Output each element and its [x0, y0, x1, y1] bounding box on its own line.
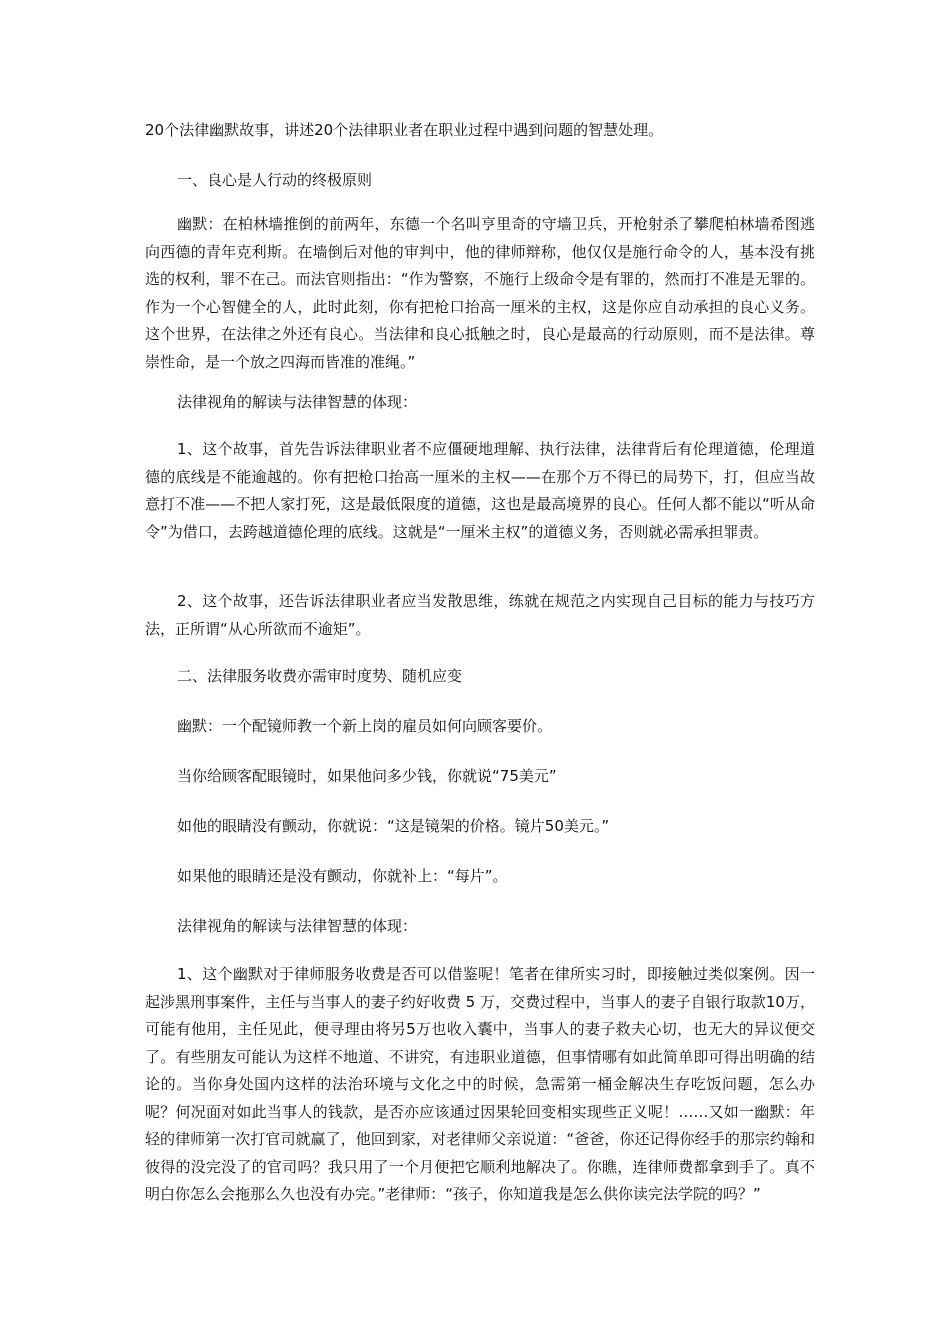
section-2-title: 二、法律服务收费亦需审时度势、随机应变 — [177, 667, 463, 685]
section-2-humor-line: 幽默：一个配镜师教一个新上岗的雇员如何向顾客要价。 — [177, 717, 553, 735]
section-1-title: 一、良心是人行动的终极原则 — [177, 171, 373, 189]
section-2-line-1: 当你给顾客配眼镜时，如果他问多少钱，你就说“75美元” — [177, 767, 557, 785]
section-2-point-1: 1、这个幽默对于律师服务收费是否可以借鉴呢！笔者在律所实习时，即接触过类似案例。因一起涉黑刑事案件，主任与当事人的妻子约好收费 5 万，交费过程中，当事人的妻子自银行取款10万，可能有他用，主任见此，便寻理由将另5万也收入囊中，当事人的妻子救夫心切，也无大的异议便交了。有些朋友可能认为这样不地道、不讲究，有违职业道德，但事情哪有如此简单即可得出明确的结论的。当你身处国内这样的法治环境与文化之中的时候，急需第一桶金解决生存吃饭问题，怎么办呢？何况面对如此当事人的钱款，是否亦应该通过因果轮回变相实现些正义呢！……又如一幽默：年轻的律师第一次打官司就赢了，他回到家，对老律师父亲说道：“爸爸，你还记得你经手的那宗约翰和彼得的没完没了的官司吗？我只用了一个月便把它顺利地解决了。你瞧，连律师费都拿到手了。真不明白你怎么会拖那么久也没有办完。”老律师：“孩子，你知道我是怎么供你读完法学院的吗？” — [145, 965, 815, 1203]
section-2-line-3: 如果他的眼睛还是没有颤动，你就补上：“每片”。 — [177, 867, 508, 885]
intro-text: 20个法律幽默故事，讲述20个法律职业者在职业过程中遇到问题的智慧处理。 — [145, 121, 664, 139]
section-1-point-2: 2、这个故事，还告诉法律职业者应当发散思维，练就在规范之内实现自己目标的能力与技巧方法，正所谓“从心所欲而不逾矩”。 — [145, 592, 815, 638]
section-2-line-2: 如他的眼睛没有颤动，你就说：“这是镜架的价格。镜片50美元。” — [177, 817, 610, 835]
section-2-perspective-title: 法律视角的解读与法律智慧的体现： — [177, 917, 418, 935]
section-1-perspective-title: 法律视角的解读与法律智慧的体现： — [177, 393, 418, 411]
section-1-humor-paragraph: 幽默：在柏林墙推倒的前两年，东德一个名叫亨里奇的守墙卫兵，开枪射杀了攀爬柏林墙希图逃向西德的青年克利斯。在墙倒后对他的审判中，他的律师辩称，他仅仅是施行命令的人，基本没有挑选的权利，罪不在己。而法官则指出：“作为警察，不施行上级命令是有罪的，然而打不准是无罪的。作为一个心智健全的人，此时此刻，你有把枪口抬高一厘米的主权，这是你应自动承担的良心义务。这个世界，在法律之外还有良心。当法律和良心抵触之时，良心是最高的行动原则，而不是法律。尊崇性命，是一个放之四海而皆准的准绳。” — [145, 215, 815, 371]
section-1-point-1: 1、这个故事，首先告诉法律职业者不应僵硬地理解、执行法律，法律背后有伦理道德，伦理道德的底线是不能逾越的。你有把枪口抬高一厘米的主权——在那个万不得已的局势下，打，但应当故意打不准——不把人家打死，这是最低限度的道德，这也是最高境界的良心。任何人都不能以“听从命令”为借口，去跨越道德伦理的底线。这就是“一厘米主权”的道德义务，否则就必需承担罪责。 — [145, 440, 815, 541]
